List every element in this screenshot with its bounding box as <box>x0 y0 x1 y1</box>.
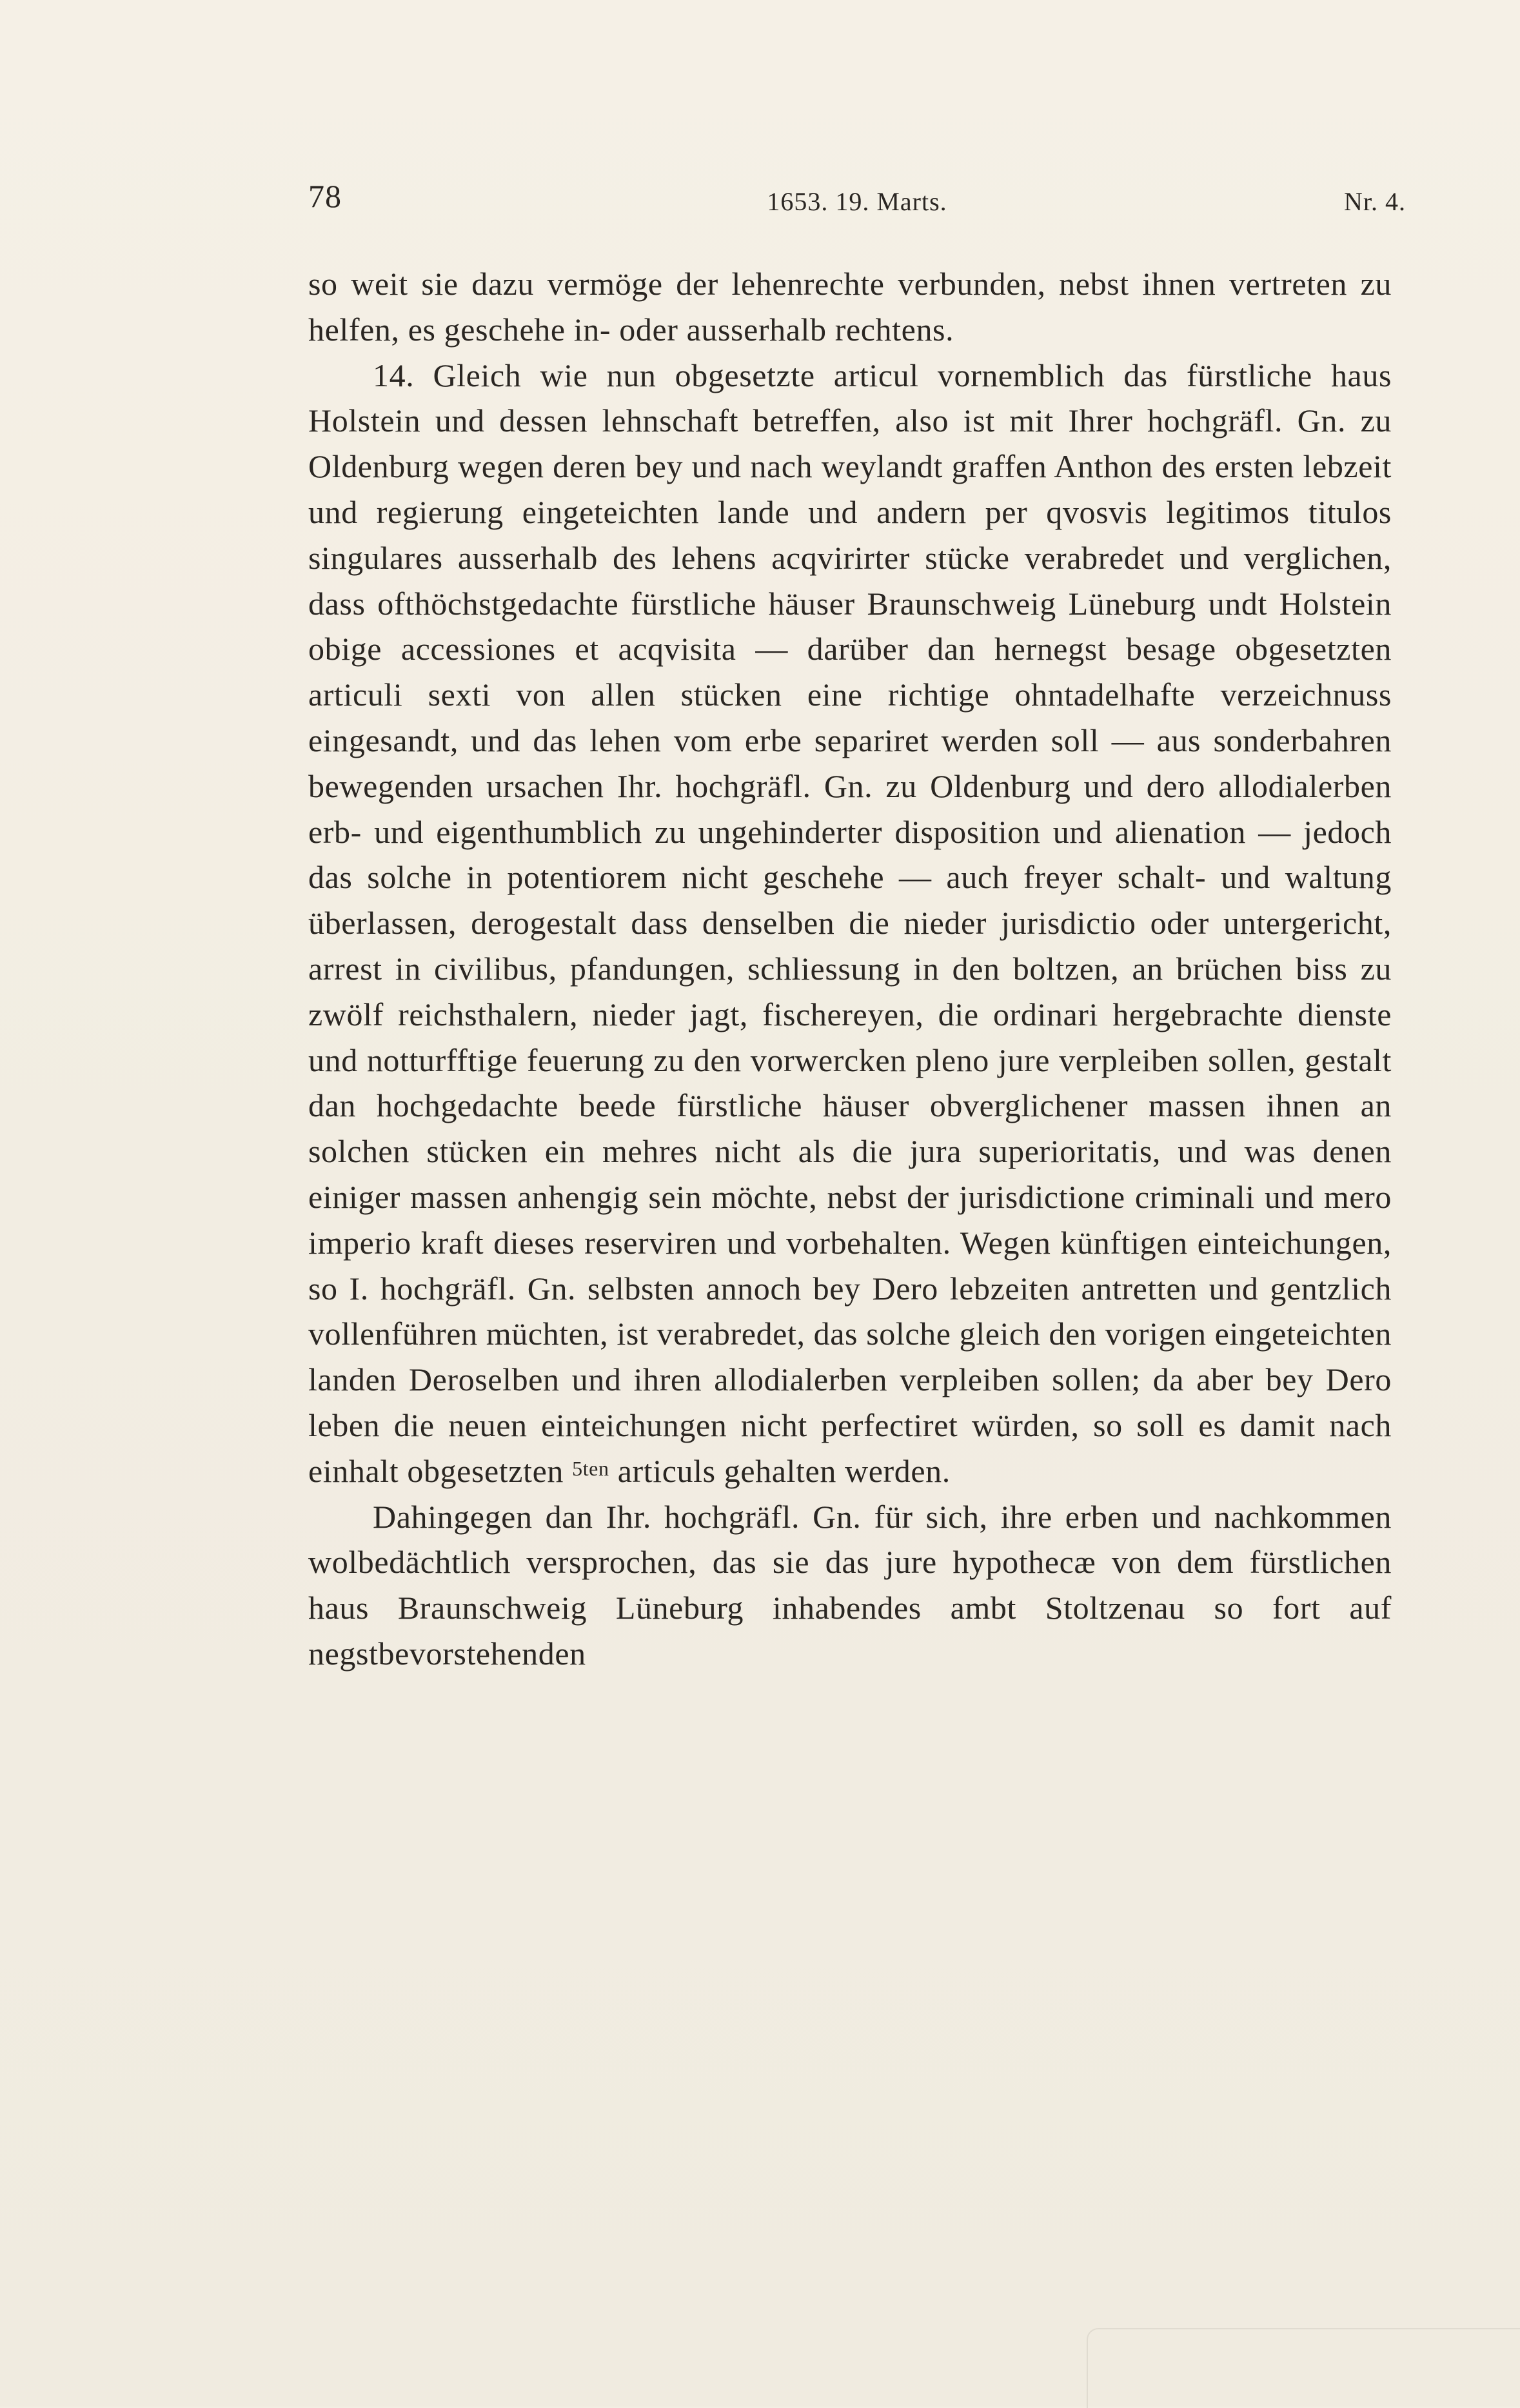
paragraph-2-tail: articuls gehalten werden. <box>609 1452 951 1489</box>
page-number: 78 <box>308 178 342 214</box>
page-corner-edge <box>1087 2328 1520 2408</box>
paragraph-1 <box>308 261 1392 353</box>
paragraph-2-text: 14. Gleich wie nun obgesetzte articul vornemblich das fürstliche haus Holstein und dessen lehnschaft betreffen, also ist mit Ihrer hochgräfl. Gn. zu Oldenburg wegen deren bey und nach weylandt graffen Anthon des ersten lebzeit und regierung eingeteichten lande und andern per qvosvis legitimos titulos singulares ausserhalb des lehens acqvirirter stücke verabredet und verglichen, dass ofthöchstgedachte fürstliche häuser Braunschweig Lüneburg undt Holstein obige accessiones et acqvisita — darüber dan hernegst besage obgesetzten articuli sexti von allen stücken eine richtige ohntadelhafte verzeichnuss eingesandt, und das lehen vom erbe separiret werden soll — aus sonderbahren bewegenden ursachen Ihr. hochgräfl. Gn. zu Oldenburg und dero allodialerben erb- und eigenthumblich zu ungehinderter disposition und alienation — jedoch das solche in potentiorem nicht geschehe — auch freyer schalt- und waltung überlassen, derogestalt dass denselben die nieder jurisdictio oder untergericht, arrest in civilibus, pfandungen, schliessung in den boltzen, an brüchen biss zu zwölf reichsthalern, nieder jagt, fischereyen, die ordinari hergebrachte dienste und notturfftige feuerung zu den vorwercken pleno jure verpleiben sollen, gestalt dan hochgedachte beede fürstliche häuser obverglichener massen ihnen an solchen stücken ein mehres nicht als die jura superioritatis, und was denen einiger massen anhengig sein möchte, nebst der jurisdictione criminali und mero imperio kraft dieses reserviren und vorbehalten. Wegen künftigen einteichungen, so I. hochgräfl. Gn. selbsten annoch bey Dero lebzeiten antretten und gentzlich vollenführen müchten, ist verabredet, das solche gleich den vorigen eingeteichten landen Deroselben und ihren allodialerben verpleiben sollen; da aber bey Dero leben die neuen einteichungen nicht perfectiret würden, so soll es damit nach einhalt obgesetzten <box>308 357 1392 1489</box>
paragraph-1-text: so weit sie dazu vermöge der lehenrechte verbunden, nebst ihnen vertreten zu helfen, es geschehe in- oder ausserhalb rechtens. <box>308 266 1392 348</box>
running-header <box>308 177 1406 222</box>
paragraph-2 <box>308 353 1392 1494</box>
superscript-ordinal: 5ten <box>572 1456 609 1480</box>
header-date: 1653. 19. Marts. <box>767 187 947 216</box>
paragraph-3-text: Dahingegen dan Ihr. hochgräfl. Gn. für sich, ihre erben und nachkommen wolbedächtlich versprochen, das sie das jure hypothecæ von dem fürstlichen haus Braunschweig Lüneburg inhabendes ambt Stoltzenau so fort auf negstbevorstehenden <box>308 1498 1392 1672</box>
paragraph-3 <box>308 1494 1392 1677</box>
body-text <box>308 261 1392 1677</box>
document-number: Nr. 4. <box>1344 187 1406 216</box>
